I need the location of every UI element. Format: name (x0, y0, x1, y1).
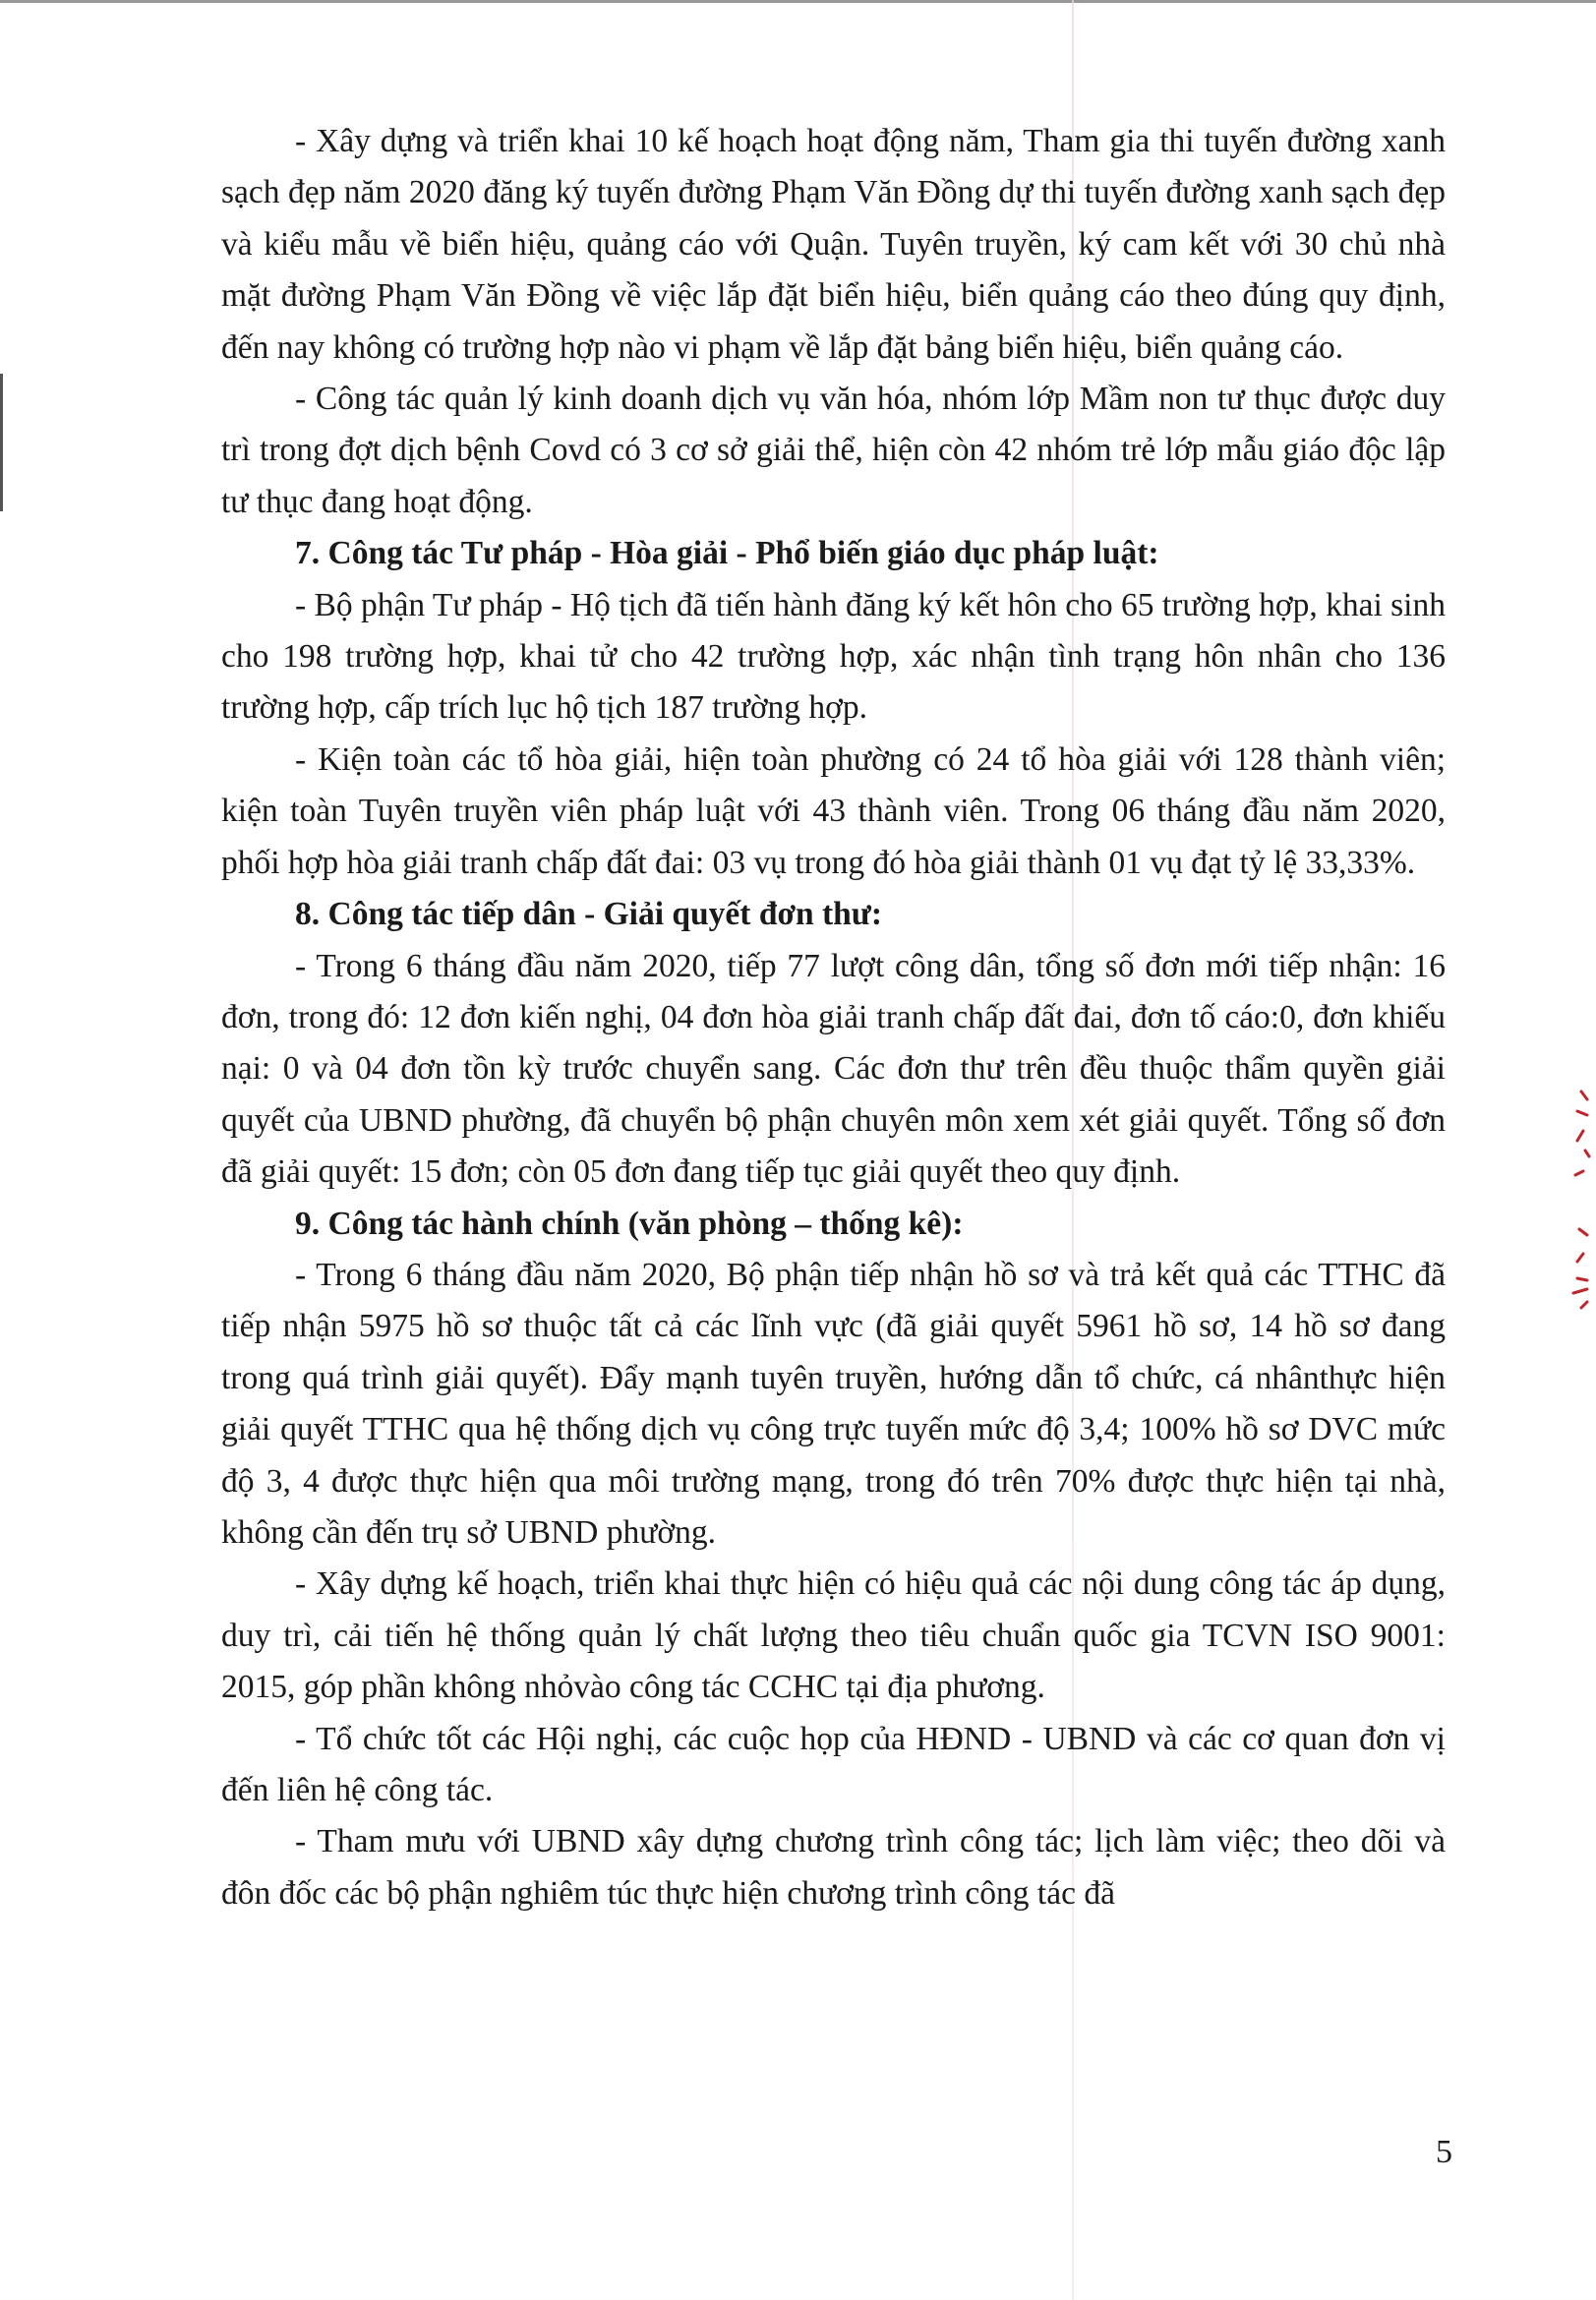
paragraph-culture-services: - Công tác quản lý kinh doanh dịch vụ văn hóa, nhóm lớp Mầm non tư thục được duy trì trong đợt dịch bệnh Covd có 3 cơ sở giải thể, hiện còn 42 nhóm trẻ lớp mẫu giáo độc lập tư thục đang hoạt động. (221, 381, 1446, 520)
red-stamp-edge (1564, 1082, 1593, 1318)
scan-top-edge (0, 0, 1596, 3)
paragraph-signage: - Xây dựng và triển khai 10 kế hoạch hoạt động năm, Tham gia thi tuyến đường xanh sạch đẹp năm 2020 đăng ký tuyến đường Phạm Văn Đồng dự thi tuyến đường xanh sạch đẹp và kiểu mẫu về biển hiệu, quảng cáo với Quận. Tuyên truyền, ký cam kết với 30 chủ nhà mặt đường Phạm Văn Đồng về việc lắp đặt biển hiệu, biển quảng cáo theo đúng quy định, đến nay không có trường hợp nào vi phạm về lắp đặt bảng biển hiệu, biển quảng cáo. (221, 123, 1446, 366)
paragraph-iso: - Xây dựng kế hoạch, triển khai thực hiện có hiệu quả các nội dung công tác áp dụng, duy trì, cải tiến hệ thống quản lý chất lượng theo tiêu chuẩn quốc gia TCVN ISO 9001: 2015, góp phần không nhỏvào công tác CCHC tại địa phương. (221, 1565, 1446, 1706)
page-number: 5 (1436, 2134, 1452, 2170)
paragraph-mediation: - Kiện toàn các tổ hòa giải, hiện toàn phường có 24 tổ hòa giải với 128 thành viên; kiện toàn Tuyên truyền viên pháp luật với 43 thành viên. Trong 06 tháng đầu năm 2020, phối hợp hòa giải tranh chấp đất đai: 03 vụ trong đó hòa giải thành 01 vụ đạt tỷ lệ 33,33%. (221, 740, 1446, 881)
paragraph-work-program: - Tham mưu với UBND xây dựng chương trình công tác; lịch làm việc; theo dõi và đôn đốc các bộ phận nghiêm túc thực hiện chương trình công tác đã (221, 1823, 1446, 1912)
heading-section-7: 7. Công tác Tư pháp - Hòa giải - Phổ biến giáo dục pháp luật: (295, 535, 1159, 572)
heading-section-9: 9. Công tác hành chính (văn phòng – thống kê): (295, 1205, 964, 1242)
scan-left-edge-mark (0, 374, 3, 511)
heading-section-8: 8. Công tác tiếp dân - Giải quyết đơn thư: (295, 896, 883, 933)
paragraph-civil-status: - Bộ phận Tư pháp - Hộ tịch đã tiến hành đăng ký kết hôn cho 65 trường hợp, khai sinh cho 198 trường hợp, khai tử cho 42 trường hợp, xác nhận tình trạng hôn nhân cho 136 trường hợp, cấp trích lục hộ tịch 187 trường hợp. (221, 586, 1446, 727)
paragraph-admin-procedures: - Trong 6 tháng đầu năm 2020, Bộ phận tiếp nhận hồ sơ và trả kết quả các TTHC đã tiếp nhận 5975 hồ sơ thuộc tất cả các lĩnh vực (đã giải quyết 5961 hồ sơ, 14 hồ sơ đang trong quá trình giải quyết). Đẩy mạnh tuyên truyền, hướng dẫn tổ chức, cá nhânthực hiện giải quyết TTHC qua hệ thống dịch vụ công trực tuyến mức độ 3,4; 100% hồ sơ DVC mức độ 3, 4 được thực hiện qua môi trường mạng, trong đó trên 70% được thực hiện tại nhà, không cần đến trụ sở UBND phường. (221, 1256, 1446, 1551)
paragraph-meetings: - Tổ chức tốt các Hội nghị, các cuộc họp của HĐND - UBND và các cơ quan đơn vị đến liên hệ công tác. (221, 1720, 1446, 1808)
paragraph-citizen-reception: - Trong 6 tháng đầu năm 2020, tiếp 77 lượt công dân, tổng số đơn mới tiếp nhận: 16 đơn, trong đó: 12 đơn kiến nghị, 04 đơn hòa giải tranh chấp đất đai, đơn tố cáo:0, đơn khiếu nại: 0 và 04 đơn tồn kỳ trước chuyển sang. Các đơn thư trên đều thuộc thẩm quyền giải quyết của UBND phường, đã chuyển bộ phận chuyên môn xem xét giải quyết. Tổng số đơn đã giải quyết: 15 đơn; còn 05 đơn đang tiếp tục giải quyết theo quy định. (221, 947, 1446, 1191)
document-body (221, 116, 1446, 1919)
